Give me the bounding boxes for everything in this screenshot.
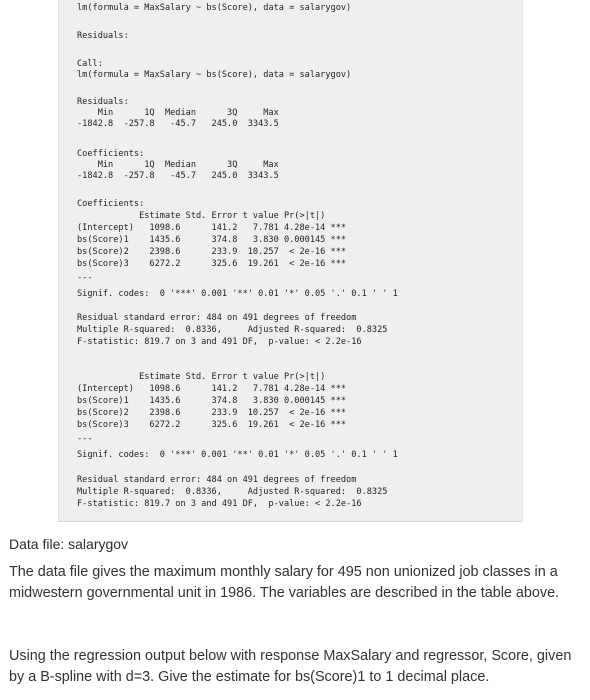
- signif-codes-line: Signif. codes: 0 '***' 0.001 '**' 0.01 '*' 0.05 '.' 0.1 ' ' 1: [77, 289, 398, 299]
- data-file-caption: Data file: salarygov: [9, 536, 129, 552]
- coef-row-bs-score-2: bs(Score)2 2398.6 233.9 10.257 < 2e-16 ***: [77, 408, 347, 418]
- coef-row-bs-score-1: bs(Score)1 1435.6 374.8 3.830 0.000145 ***: [77, 235, 347, 245]
- f-statistic-line: F-statistic: 819.7 on 3 and 491 DF, p-value: < 2.2e-16: [77, 499, 362, 509]
- formula-header-line: lm(formula = MaxSalary ~ bs(Score), data = salarygov): [77, 3, 352, 13]
- residual-se-line: Residual standard error: 484 on 491 degrees of freedom: [77, 313, 357, 323]
- coef-table-header: Estimate Std. Error t value Pr(>|t|): [77, 211, 326, 221]
- r-squared-line: Multiple R-squared: 0.8336, Adjusted R-squared: 0.8325: [77, 325, 388, 335]
- coef-row-bs-score-1: bs(Score)1 1435.6 374.8 3.830 0.000145 ***: [77, 396, 347, 406]
- residuals-header-row: Min 1Q Median 3Q Max: [77, 160, 279, 170]
- residuals-heading: Residuals:: [77, 97, 129, 107]
- separator-line: ---: [77, 434, 93, 444]
- residuals-header-row: Min 1Q Median 3Q Max: [77, 108, 279, 118]
- residuals-heading: Residuals:: [77, 31, 129, 41]
- coef-row-intercept: (Intercept) 1098.6 141.2 7.781 4.28e-14 ***: [77, 384, 347, 394]
- coef-row-intercept: (Intercept) 1098.6 141.2 7.781 4.28e-14 ***: [77, 223, 347, 233]
- description-paragraph: The data file gives the maximum monthly salary for 495 non unionized job classes in a midwestern governmental unit in 1986. The variables are described in the table above.: [9, 564, 560, 601]
- residuals-values-row: -1842.8 -257.8 -45.7 245.0 3343.5: [77, 171, 279, 181]
- coefficients-heading: Coefficients:: [77, 199, 145, 209]
- coef-row-bs-score-2: bs(Score)2 2398.6 233.9 10.257 < 2e-16 ***: [77, 247, 347, 257]
- r-output-screenshot: [58, 0, 523, 522]
- separator-line: ---: [77, 273, 93, 283]
- coef-table-header: Estimate Std. Error t value Pr(>|t|): [77, 372, 326, 382]
- coef-row-bs-score-3: bs(Score)3 6272.2 325.6 19.261 < 2e-16 ***: [77, 259, 347, 269]
- call-formula-line: lm(formula = MaxSalary ~ bs(Score), data = salarygov): [77, 70, 352, 80]
- call-heading: Call:: [77, 59, 103, 69]
- coefficients-heading: Coefficients:: [77, 149, 145, 159]
- signif-codes-line: Signif. codes: 0 '***' 0.001 '**' 0.01 '*' 0.05 '.' 0.1 ' ' 1: [77, 450, 398, 460]
- residuals-values-row: -1842.8 -257.8 -45.7 245.0 3343.5: [77, 119, 279, 129]
- r-squared-line: Multiple R-squared: 0.8336, Adjusted R-squared: 0.8325: [77, 487, 388, 497]
- coef-row-bs-score-3: bs(Score)3 6272.2 325.6 19.261 < 2e-16 ***: [77, 420, 347, 430]
- f-statistic-line: F-statistic: 819.7 on 3 and 491 DF, p-value: < 2.2e-16: [77, 337, 362, 347]
- residual-se-line: Residual standard error: 484 on 491 degrees of freedom: [77, 475, 357, 485]
- question-paragraph: Using the regression output below with response MaxSalary and regressor, Score, given by a B-spline with d=3. Give the estimate for bs(Score)1 to 1 decimal place.: [9, 648, 572, 685]
